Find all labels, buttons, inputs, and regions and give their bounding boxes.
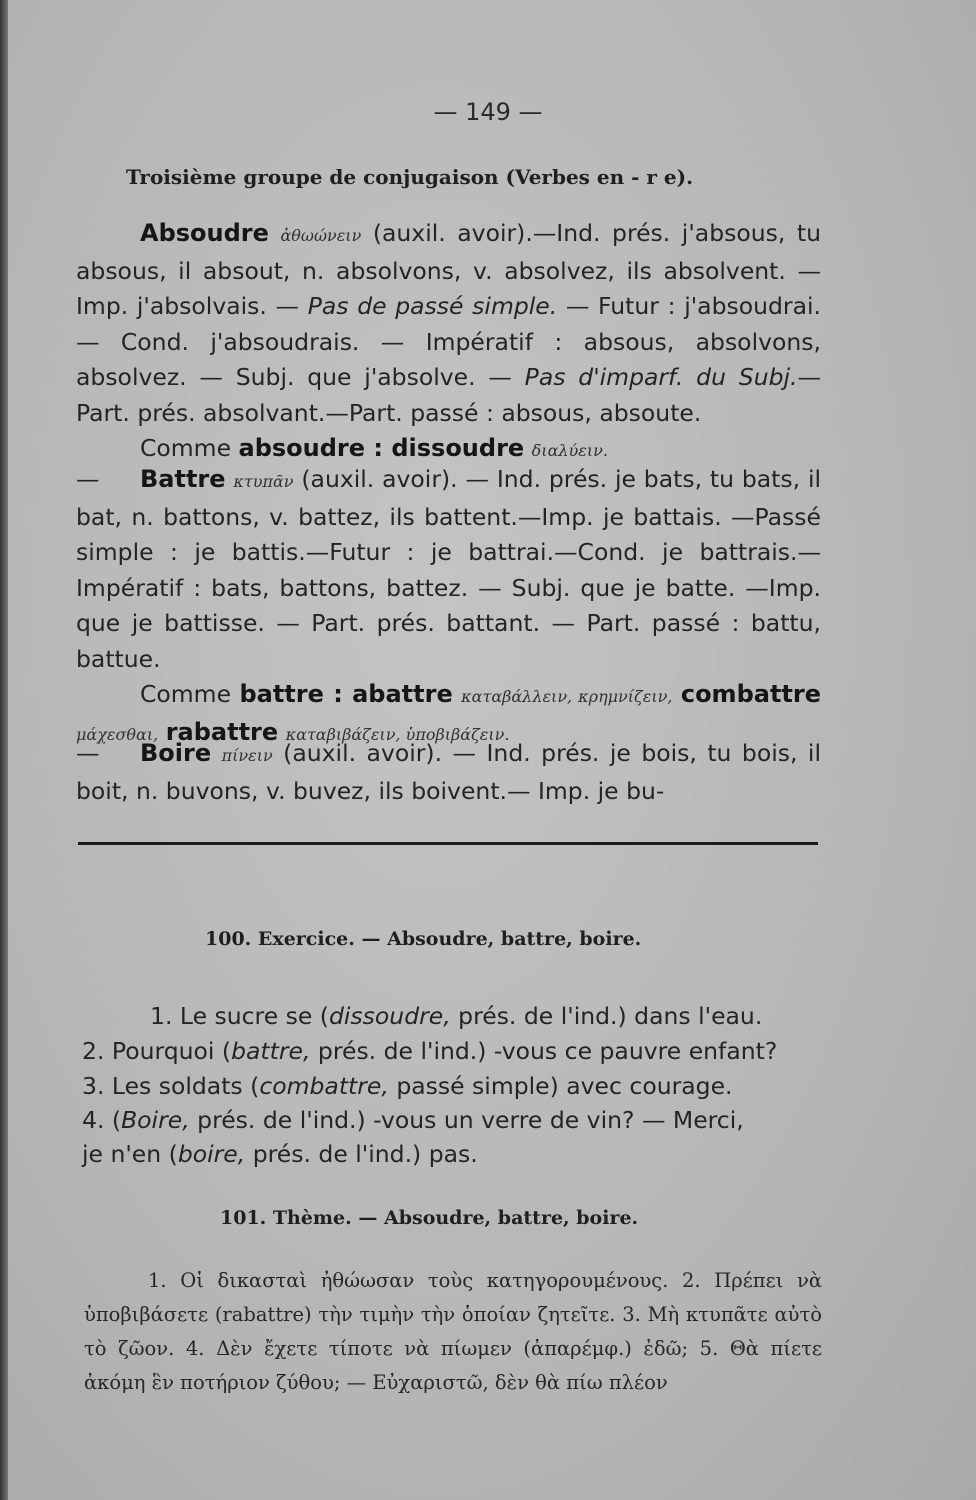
- absoudre-paragraph: [76, 216, 821, 469]
- absoudre-greek: ἀθωώνειν: [280, 226, 362, 245]
- boire-greek: πίνειν: [221, 746, 273, 765]
- battre-paragraph: [76, 462, 821, 752]
- boire-verb: Boire: [140, 739, 212, 767]
- exercise-line: 1. Le sucre se (dissoudre, prés. de l'ind.) dans l'eau.: [150, 1002, 763, 1030]
- absoudre-text-1: (auxil. avoir).—Ind. prés. j'absous, tu absous, il absout, n. absolvons, v. absolvez, ils absolvent. — Imp. j'absolvais. —: [76, 219, 821, 320]
- boire-paragraph: [76, 736, 821, 809]
- absoudre-comme: Comme: [140, 434, 239, 462]
- battre-verb: Battre: [140, 465, 226, 493]
- exercise-line: je n'en (boire, prés. de l'ind.) pas.: [82, 1140, 478, 1168]
- exercise-line: 3. Les soldats (combattre, passé simple) avec courage.: [82, 1072, 733, 1100]
- boire-lead-dash: —: [76, 739, 100, 767]
- absoudre-verb: Absoudre: [140, 219, 269, 247]
- absoudre-italic-2: Pas d'imparf. du Subj.: [524, 363, 798, 391]
- absoudre-text-2: — Futur : j'absoudrai. — Cond. j'absoudrais. — Impératif : absous, absolvons, absolvez. — Subj. que j'absolve. —: [76, 292, 821, 391]
- theme-text: 1. Οἱ δικασταὶ ἠθώωσαν τοὺς κατηγορουμένους. 2. Πρέπει νὰ ὑποβιβάσετε (rabattre) τὴν τιμὴν τὴν ὁποίαν ζητεῖτε. 3. Μὴ κτυπᾶτε αὐτὸ τὸ ζῶον. 4. Δὲν ἔχετε τίποτε νὰ πίωμεν (ἀπαρέμφ.) ἐδῶ; 5. Θὰ πίετε ἀκόμη ἓν ποτήριον ζύθου; — Εὐχαριστῶ, δὲν θὰ πίω πλέον: [84, 1269, 822, 1394]
- theme-greek-text: [84, 1264, 822, 1400]
- battre-greek-3: καταβιβάζειν, ὑποβιβάζειν.: [285, 724, 510, 744]
- page-number: — 149 —: [433, 98, 543, 126]
- battre-comme: Comme: [140, 680, 240, 708]
- exercise-title: 100. Exercice. — Absoudre, battre, boire.: [205, 928, 642, 950]
- absoudre-text-3: —Part. prés. absolvant.—Part. passé : absous, absoute.: [76, 363, 822, 427]
- section-title: Troisième groupe de conjugaison (Verbes en - r e).: [126, 165, 694, 189]
- battre-comme-verb-1: battre : abattre: [239, 680, 453, 708]
- exercise-line: 2. Pourquoi (battre, prés. de l'ind.) -vous ce pauvre enfant?: [82, 1037, 778, 1065]
- exercise-line: 4. (Boire, prés. de l'ind.) -vous un verre de vin? — Merci,: [82, 1106, 744, 1134]
- battre-greek-2: μάχεσθαι,: [76, 724, 159, 744]
- boire-text-1: (auxil. avoir). — Ind. prés. je bois, tu bois, il boit, n. buvons, v. buvez, ils boivent.— Imp. je bu-: [76, 739, 821, 805]
- battre-greek-1: καταβάλλειν, κρημνίζειν,: [461, 687, 673, 706]
- theme-title: 101. Thème. — Absoudre, battre, boire.: [220, 1207, 639, 1229]
- horizontal-rule: [78, 842, 818, 845]
- battre-comme-verb-3: rabattre: [165, 717, 279, 746]
- battre-greek: κτυπᾶν: [233, 472, 294, 491]
- battre-lead-dash: —: [76, 465, 100, 493]
- battre-comme-verb-2: combattre: [680, 680, 821, 708]
- absoudre-italic-1: Pas de passé simple.: [307, 292, 558, 320]
- absoudre-comme-greek: διαλύειν.: [531, 441, 608, 460]
- battre-text-1: (auxil. avoir). — Ind. prés. je bats, tu bats, il bat, n. battons, v. battez, ils battent.—Imp. je battais. —Passé simple : je battis.—Futur : je battrai.—Cond. je battrais.— Impératif : bats, battons, battez. — Subj. que je batte. —Imp. que je battisse. — Part. prés. battant. — Part. passé : battu, battue.: [76, 465, 821, 673]
- page-edge: [0, 0, 8, 1500]
- absoudre-comme-verb: absoudre : dissoudre: [238, 434, 525, 462]
